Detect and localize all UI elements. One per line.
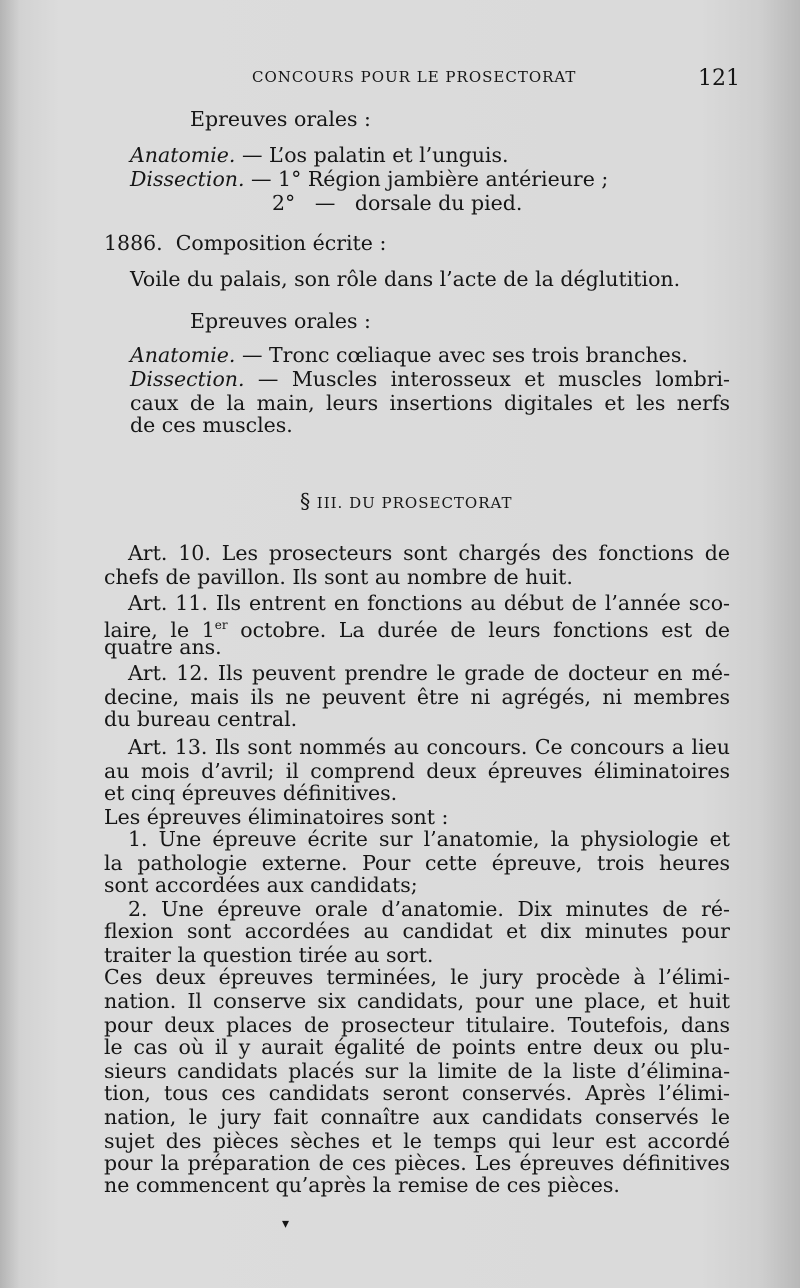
- art11-l2: laire, le 1er octobre. La durée de leurs fonctions est de: [104, 618, 731, 642]
- para-l10: ne commencent qu’après la remise de ces pièces.: [104, 1173, 620, 1197]
- epreuves-orales-1886: Epreuves orales :: [190, 309, 371, 333]
- dissection-text: — 1° Région jambière antérieure ;: [244, 167, 609, 191]
- art13-l3: et cinq épreuves définitives.: [104, 781, 398, 805]
- running-title: CONCOURS POUR LE PROSECTORAT: [252, 68, 577, 86]
- printer-mark: ▾: [282, 1216, 290, 1232]
- elim1-l3: sont accordées aux candidats;: [104, 873, 418, 897]
- epreuves-orales-heading: Epreuves orales :: [190, 107, 371, 131]
- para-l9: pour la préparation de ces pièces. Les épreuves définitives: [104, 1151, 730, 1175]
- elim1-l1: 1. Une épreuve écrite sur l’anatomie, la physiologie et: [128, 827, 730, 851]
- art11-l3: quatre ans.: [104, 635, 222, 659]
- dissection-label: Dissection.: [130, 367, 245, 391]
- para-l1: Ces deux épreuves terminées, le jury procède à l’élimi-: [104, 965, 730, 989]
- art12-l1: Art. 12. Ils peuvent prendre le grade de docteur en mé-: [128, 661, 730, 685]
- para-l7: nation, le jury fait connaître aux candidats conservés le: [104, 1105, 730, 1129]
- anatomie-1886: [130, 343, 688, 367]
- year-1886-heading: 1886. Composition écrite :: [104, 231, 387, 255]
- art10-l1: Art. 10. Les prosecteurs sont chargés des fonctions de: [128, 541, 730, 565]
- elim2-l2: flexion sont accordées au candidat et dix minutes pour: [104, 919, 730, 943]
- para-l6: tion, tous ces candidats seront conservés. Après l’élimi-: [104, 1081, 730, 1105]
- para-l4: le cas où il y aurait égalité de points entre deux ou plu-: [104, 1035, 730, 1059]
- elim1-l2: la pathologie externe. Pour cette épreuve, trois heures: [104, 851, 730, 875]
- art12-l3: du bureau central.: [104, 707, 298, 731]
- section-title: III. DU PROSECTORAT: [316, 494, 513, 512]
- dissection-label: Dissection.: [130, 167, 245, 191]
- para-l5: sieurs candidats placés sur la limite de la liste d’élimina-: [104, 1059, 730, 1083]
- para-l3: pour deux places de prosecteur titulaire. Toutefois, dans: [104, 1013, 730, 1037]
- art13-l2: au mois d’avril; il comprend deux épreuves éliminatoires: [104, 759, 730, 783]
- running-head: [100, 66, 740, 92]
- page-number: 121: [698, 66, 740, 91]
- art10-l2: chefs de pavillon. Ils sont au nombre de huit.: [104, 565, 573, 589]
- para-l8: sujet des pièces sèches et le temps qui leur est accordé: [104, 1129, 730, 1153]
- anatomie-text: — Tronc cœliaque avec ses trois branches.: [235, 343, 688, 367]
- art12-l2: decine, mais ils ne peuvent être ni agrégés, ni membres: [104, 685, 730, 709]
- dissection-text: — Muscles interosseux et muscles lombri-: [244, 367, 730, 391]
- para-l2: nation. Il conserve six candidats, pour une place, et huit: [104, 989, 730, 1013]
- anatomie-line: [130, 143, 509, 167]
- dissection-1886-l2: caux de la main, leurs insertions digitales et les nerfs: [130, 391, 730, 415]
- elim2-l1: 2. Une épreuve orale d’anatomie. Dix minutes de ré-: [128, 897, 730, 921]
- art11-l1: Art. 11. Ils entrent en fonctions au début de l’année sco-: [128, 591, 730, 615]
- dissection-1886: [130, 367, 730, 391]
- dissection-1886-l3: de ces muscles.: [130, 413, 293, 437]
- anatomie-label: Anatomie.: [130, 343, 236, 367]
- dissection-line: [130, 167, 608, 191]
- elim2-l3: traiter la question tirée au sort.: [104, 943, 434, 967]
- art13-l1: Art. 13. Ils sont nommés au concours. Ce concours a lieu: [128, 735, 730, 759]
- anatomie-text: — L’os palatin et l’unguis.: [235, 143, 509, 167]
- section-mark: §: [300, 489, 311, 513]
- eliminatoires-heading: Les épreuves éliminatoires sont :: [104, 805, 449, 829]
- section-heading: [300, 489, 513, 515]
- ecrite-text: Voile du palais, son rôle dans l’acte de la déglutition.: [130, 267, 681, 291]
- anatomie-label: Anatomie.: [130, 143, 236, 167]
- dissection-second: 2° — dorsale du pied.: [272, 191, 523, 215]
